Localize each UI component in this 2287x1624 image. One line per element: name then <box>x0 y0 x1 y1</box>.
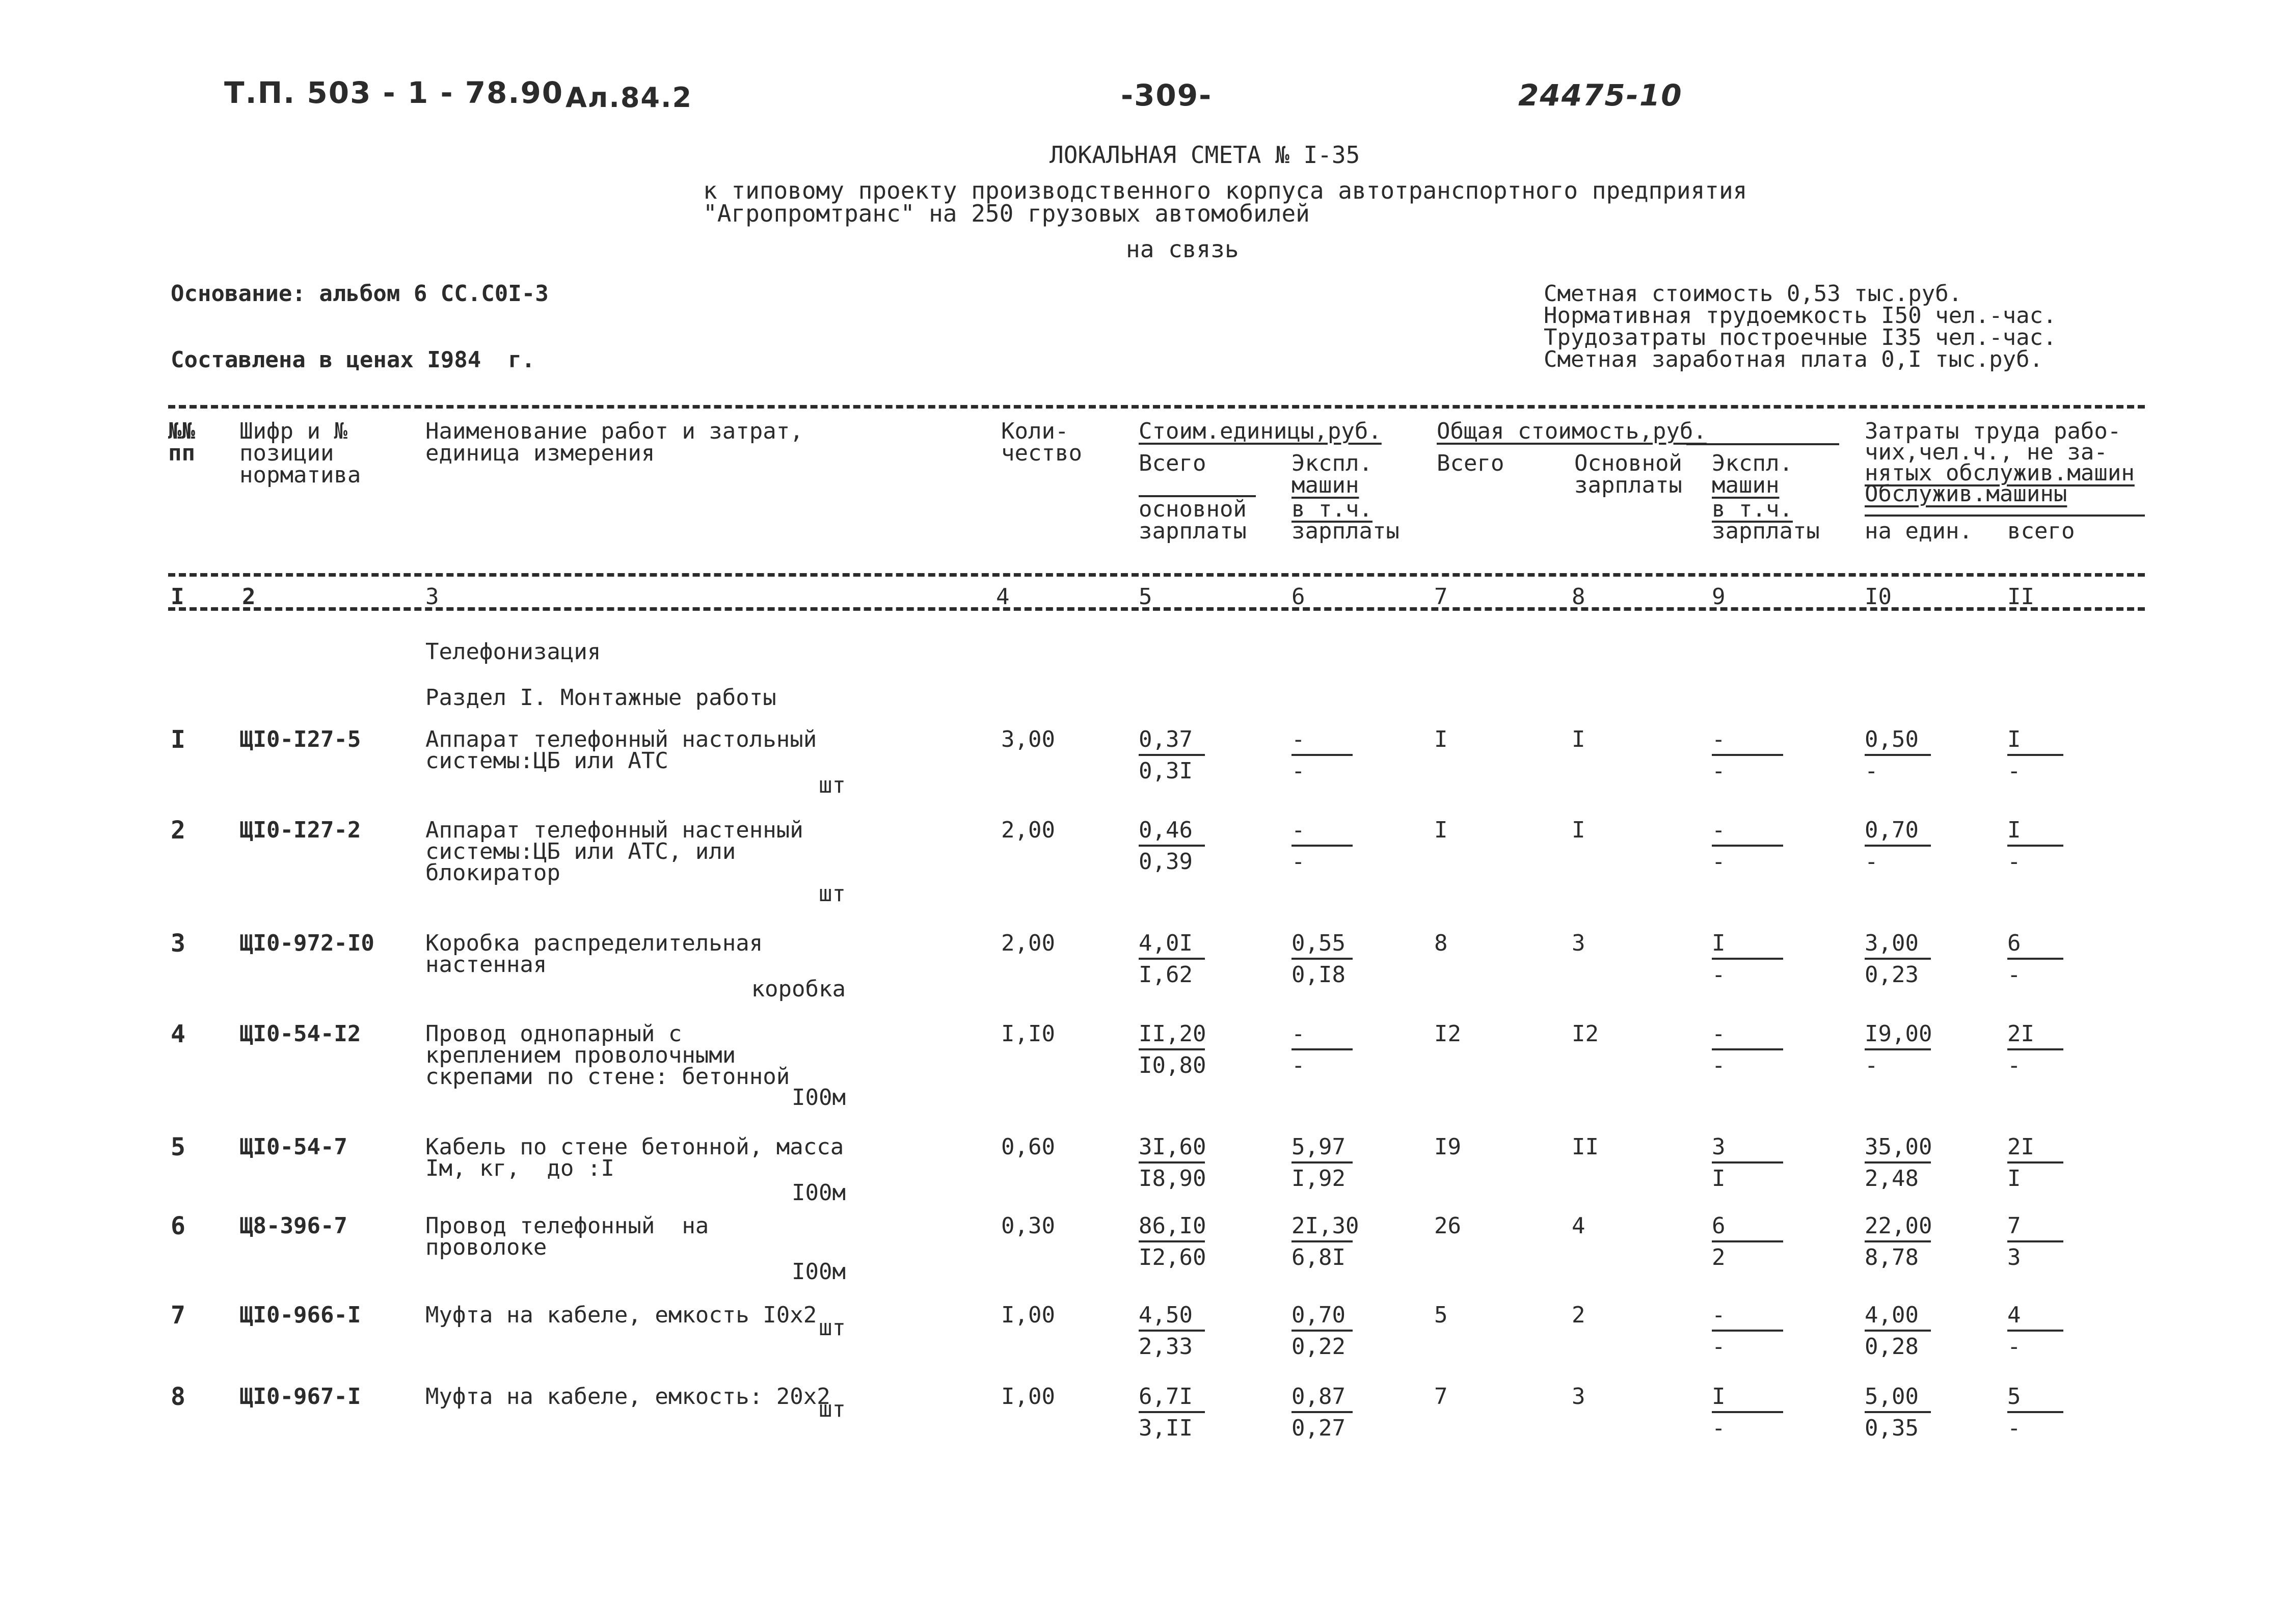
fraction-line <box>1139 1048 1205 1050</box>
row-number: 7 <box>171 1301 185 1330</box>
row-code: ЩI0-967-I <box>239 1384 361 1410</box>
row-c6-bottom: 0,22 <box>1292 1334 1346 1360</box>
fraction-line <box>1865 845 1931 847</box>
col-number: 5 <box>1139 584 1152 610</box>
fraction-line <box>2007 1240 2063 1242</box>
fraction-line <box>1712 1161 1783 1163</box>
fraction-line <box>1865 1048 1931 1050</box>
fraction-line <box>1712 1411 1783 1413</box>
row-c5-bottom: 0,39 <box>1139 849 1193 875</box>
row-total: I <box>1434 726 1448 752</box>
fraction-line <box>1139 958 1205 960</box>
row-number: 6 <box>171 1212 185 1240</box>
row-quantity: 0,30 <box>1001 1213 1055 1239</box>
subsection-title: Раздел I. Монтажные работы <box>425 685 776 711</box>
fraction-line <box>1139 1330 1205 1332</box>
fraction-line <box>1865 1240 1931 1242</box>
labor-head: чих,чел.ч., не за- <box>1865 439 2108 465</box>
row-name: проволоке <box>425 1234 547 1260</box>
row-c5-bottom: 0,3I <box>1139 758 1193 784</box>
row-c9-top: - <box>1712 817 1726 843</box>
row-number: 4 <box>171 1020 185 1048</box>
row-c11-bottom: - <box>2007 758 2021 784</box>
summary-line: Сметная заработная плата 0,I тыс.руб. <box>1544 346 2043 372</box>
section-title: Телефонизация <box>425 639 601 665</box>
row-code: ЩI0-54-7 <box>239 1134 347 1160</box>
title-line-4: на связь <box>1126 235 1239 263</box>
fraction-line <box>1292 754 1353 756</box>
row-number: 3 <box>171 929 185 958</box>
row-c10-bottom: 0,23 <box>1865 962 1919 988</box>
row-c10-bottom: 0,28 <box>1865 1334 1919 1360</box>
row-wages-total: I2 <box>1572 1021 1599 1047</box>
col-number: I0 <box>1865 584 1892 610</box>
row-c6-bottom: - <box>1292 1052 1305 1078</box>
row-wages-total: 3 <box>1572 930 1585 956</box>
row-name: Iм, кг, до :I <box>425 1155 614 1181</box>
row-wages-total: II <box>1572 1134 1599 1160</box>
col5-head-bottom: основной <box>1139 496 1247 522</box>
row-c9-bottom: - <box>1712 1415 1726 1441</box>
col-number: 2 <box>242 584 256 610</box>
estimate-title: ЛОКАЛЬНАЯ СМЕТА № I-35 <box>1050 141 1360 169</box>
row-c9-top: I <box>1712 930 1726 956</box>
fraction-line <box>1139 1161 1205 1163</box>
row-c11-bottom: 3 <box>2007 1244 2021 1270</box>
row-c5-bottom: I,62 <box>1139 962 1193 988</box>
fraction-line <box>1292 1240 1353 1242</box>
col-number: 7 <box>1434 584 1448 610</box>
col6-head-top: машин <box>1292 472 1359 498</box>
fraction-line <box>2007 1048 2063 1050</box>
row-code: ЩI0-966-I <box>239 1302 361 1328</box>
fraction-line <box>1865 958 1931 960</box>
row-c6-top: - <box>1292 817 1305 843</box>
row-c9-top: I <box>1712 1384 1726 1410</box>
row-c11-top: 4 <box>2007 1302 2021 1328</box>
row-c11-top: 6 <box>2007 930 2021 956</box>
row-total: I2 <box>1434 1021 1461 1047</box>
summary-line: Трудозатраты построечные I35 чел.-час. <box>1544 324 2057 350</box>
row-c5-top: 86,I0 <box>1139 1213 1206 1239</box>
row-c11-top: 5 <box>2007 1384 2021 1410</box>
row-c5-bottom: 2,33 <box>1139 1334 1193 1360</box>
row-c9-top: - <box>1712 1302 1726 1328</box>
fraction-line <box>2007 1161 2063 1163</box>
row-c10-bottom: - <box>1865 1052 1878 1078</box>
col-number: I <box>171 584 184 610</box>
summary-line: Сметная стоимость 0,53 тыс.руб. <box>1544 281 1962 307</box>
row-c11-top: I <box>2007 817 2021 843</box>
row-name: Кабель по стене бетонной, масса <box>425 1134 844 1160</box>
col-number: 9 <box>1712 584 1726 610</box>
col2-head: норматива <box>239 462 361 488</box>
fraction-line <box>1292 845 1353 847</box>
row-unit: шт <box>819 1315 846 1341</box>
row-c6-top: - <box>1292 726 1305 752</box>
fraction-line <box>1139 1240 1205 1242</box>
row-c9-bottom: - <box>1712 758 1726 784</box>
row-quantity: 2,00 <box>1001 817 1055 843</box>
row-c11-top: 2I <box>2007 1021 2034 1047</box>
row-c10-top: 4,00 <box>1865 1302 1919 1328</box>
row-c6-bottom: - <box>1292 849 1305 875</box>
col11-head: всего <box>2007 518 2075 544</box>
row-total: I9 <box>1434 1134 1461 1160</box>
row-total: 5 <box>1434 1302 1448 1328</box>
row-c5-top: 6,7I <box>1139 1384 1193 1410</box>
row-c10-top: 5,00 <box>1865 1384 1919 1410</box>
row-name: скрепами по стене: бетонной <box>425 1064 790 1090</box>
row-c11-top: I <box>2007 726 2021 752</box>
row-total: 7 <box>1434 1384 1448 1410</box>
fraction-line <box>1139 845 1205 847</box>
fraction-line <box>1292 958 1353 960</box>
row-unit: I00м <box>792 1085 846 1111</box>
header-bottom-rule <box>168 573 2145 577</box>
unit-cost-group-head: Стоим.единицы,руб. <box>1139 418 1382 444</box>
fraction-line <box>1712 1048 1783 1050</box>
row-name: Провод однопарный с <box>425 1021 682 1047</box>
album-ref: Ал.84.2 <box>566 82 693 114</box>
row-total: I <box>1434 817 1448 843</box>
doc-number: 24475-10 <box>1518 78 1683 113</box>
col9-head-top: Экспл. <box>1712 450 1793 476</box>
row-c5-bottom: I2,60 <box>1139 1244 1206 1270</box>
col9-head-top: машин <box>1712 472 1780 498</box>
row-unit: шт <box>819 881 846 907</box>
prices-text: Составлена в ценах I984 г. <box>171 347 535 373</box>
col1-head: пп <box>168 440 195 466</box>
fraction-line <box>1292 1161 1353 1163</box>
row-c6-top: 0,87 <box>1292 1384 1346 1410</box>
row-c6-top: 0,55 <box>1292 930 1346 956</box>
row-total: 8 <box>1434 930 1448 956</box>
labor-head: Обслужив.машины <box>1865 481 2067 507</box>
row-c10-top: 0,70 <box>1865 817 1919 843</box>
row-wages-total: 3 <box>1572 1384 1585 1410</box>
labor-divider <box>1865 515 2145 517</box>
row-unit: шт <box>819 1396 846 1422</box>
row-name: системы:ЦБ или АТС, или <box>425 838 736 864</box>
project-code: Т.П. 503 - 1 - 78.90 <box>224 75 564 110</box>
row-c9-top: - <box>1712 1021 1726 1047</box>
row-c6-top: 5,97 <box>1292 1134 1346 1160</box>
row-name: Аппарат телефонный настольный <box>425 726 817 752</box>
row-c6-bottom: I,92 <box>1292 1166 1346 1192</box>
col5-head-top: Всего <box>1139 450 1206 476</box>
row-number: 8 <box>171 1383 185 1411</box>
fraction-line <box>1139 754 1205 756</box>
row-c9-bottom: 2 <box>1712 1244 1726 1270</box>
fraction-line <box>2007 1330 2063 1332</box>
col2-head: позиции <box>239 440 334 466</box>
row-name: Муфта на кабеле, емкость: 20х2 <box>425 1384 830 1410</box>
col-number: II <box>2007 584 2034 610</box>
col6-head-bottom: зарплаты <box>1292 518 1400 544</box>
row-code: ЩI0-54-I2 <box>239 1021 361 1047</box>
row-c10-top: 22,00 <box>1865 1213 1932 1239</box>
col3-head: Наименование работ и затрат, <box>425 418 803 444</box>
row-name: Аппарат телефонный настенный <box>425 817 803 843</box>
fraction-line <box>1865 754 1931 756</box>
row-c11-bottom: I <box>2007 1166 2021 1192</box>
row-c5-bottom: I0,80 <box>1139 1052 1206 1078</box>
col6-head-top: Экспл. <box>1292 450 1373 476</box>
row-c10-bottom: - <box>1865 758 1878 784</box>
row-c10-top: 0,50 <box>1865 726 1919 752</box>
row-number: I <box>171 725 185 754</box>
row-c5-bottom: 3,II <box>1139 1415 1193 1441</box>
summary-line: Нормативная трудоемкость I50 чел.-час. <box>1544 303 2057 329</box>
row-number: 2 <box>171 816 185 845</box>
title-line-3: "Агропромтранс" на 250 грузовых автомобилей <box>703 200 1310 227</box>
row-c10-top: 3,00 <box>1865 930 1919 956</box>
row-c11-bottom: - <box>2007 962 2021 988</box>
fraction-line <box>1865 1161 1931 1163</box>
fraction-line <box>1865 1411 1931 1413</box>
row-quantity: 0,60 <box>1001 1134 1055 1160</box>
col5-head-bottom: зарплаты <box>1139 518 1247 544</box>
row-name: креплением проволочными <box>425 1042 736 1068</box>
row-c6-top: 2I,30 <box>1292 1213 1359 1239</box>
row-c6-bottom: 6,8I <box>1292 1244 1346 1270</box>
row-unit: шт <box>819 772 846 798</box>
col-numbers-rule <box>168 607 2145 611</box>
row-quantity: I,I0 <box>1001 1021 1055 1047</box>
col4-head: чество <box>1001 440 1082 466</box>
page-number: -309- <box>1121 78 1213 113</box>
fraction-line <box>1712 1330 1783 1332</box>
table-top-rule <box>168 405 2145 409</box>
row-c6-top: - <box>1292 1021 1305 1047</box>
row-c11-top: 2I <box>2007 1134 2034 1160</box>
col10-head: на един. <box>1865 518 1973 544</box>
fraction-line <box>2007 754 2063 756</box>
fraction-line <box>2007 958 2063 960</box>
row-name: блокиратор <box>425 860 560 886</box>
row-c10-bottom: 8,78 <box>1865 1244 1919 1270</box>
fraction-line <box>2007 1411 2063 1413</box>
fraction-line <box>1712 958 1783 960</box>
col-number: 3 <box>425 584 439 610</box>
col-number: 6 <box>1292 584 1305 610</box>
row-c9-top: 6 <box>1712 1213 1726 1239</box>
row-c9-bottom: - <box>1712 1334 1726 1360</box>
row-c11-bottom: - <box>2007 1415 2021 1441</box>
row-c11-bottom: - <box>2007 1334 2021 1360</box>
row-quantity: I,00 <box>1001 1302 1055 1328</box>
row-unit: коробка <box>751 976 846 1002</box>
title-line-2: к типовому проекту производственного корпуса автотранспортного предприятия <box>703 177 1747 204</box>
row-name: настенная <box>425 952 547 978</box>
fraction-line <box>1712 1240 1783 1242</box>
fraction-line <box>1865 1330 1931 1332</box>
row-c9-top: 3 <box>1712 1134 1726 1160</box>
labor-head: Затраты труда рабо- <box>1865 418 2121 444</box>
row-c10-bottom: - <box>1865 849 1878 875</box>
basis-text: Основание: альбом 6 СС.С0I-3 <box>171 281 549 307</box>
row-name: Провод телефонный на <box>425 1213 709 1239</box>
row-c6-bottom: 0,27 <box>1292 1415 1346 1441</box>
total-cost-group-rule <box>1686 443 1839 445</box>
row-c5-top: 0,37 <box>1139 726 1193 752</box>
row-c5-top: II,20 <box>1139 1021 1206 1047</box>
row-quantity: 2,00 <box>1001 930 1055 956</box>
row-total: 26 <box>1434 1213 1461 1239</box>
row-wages-total: I <box>1572 726 1585 752</box>
col3-head: единица измерения <box>425 440 655 466</box>
row-c5-top: 0,46 <box>1139 817 1193 843</box>
fraction-line <box>1292 1411 1353 1413</box>
row-c9-bottom: - <box>1712 962 1726 988</box>
row-c5-top: 3I,60 <box>1139 1134 1206 1160</box>
total-cost-group-head: Общая стоимость,руб. <box>1437 418 1707 444</box>
fraction-line <box>1712 754 1783 756</box>
col9-head-bottom: в т.ч. <box>1712 496 1793 522</box>
row-wages-total: I <box>1572 817 1585 843</box>
col6-head-bottom: в т.ч. <box>1292 496 1373 522</box>
row-code: ЩI0-972-I0 <box>239 930 374 956</box>
col7-head: Всего <box>1437 450 1504 476</box>
row-c9-bottom: - <box>1712 849 1726 875</box>
row-code: Щ8-396-7 <box>239 1213 347 1239</box>
row-quantity: 3,00 <box>1001 726 1055 752</box>
row-number: 5 <box>171 1133 185 1161</box>
labor-head: нятых обслужив.машин <box>1865 460 2135 486</box>
row-unit: I00м <box>792 1180 846 1206</box>
col8-head: зарплаты <box>1574 472 1682 498</box>
fraction-line <box>1712 845 1783 847</box>
row-quantity: I,00 <box>1001 1384 1055 1410</box>
col2-head: Шифр и № <box>239 418 347 444</box>
row-name: Коробка распределительная <box>425 930 763 956</box>
row-c5-bottom: I8,90 <box>1139 1166 1206 1192</box>
row-c5-top: 4,50 <box>1139 1302 1193 1328</box>
row-name: Муфта на кабеле, емкость I0х2 <box>425 1302 817 1328</box>
row-c11-bottom: - <box>2007 1052 2021 1078</box>
row-unit: I00м <box>792 1259 846 1285</box>
row-c9-top: - <box>1712 726 1726 752</box>
row-c11-top: 7 <box>2007 1213 2021 1239</box>
row-c6-bottom: - <box>1292 758 1305 784</box>
row-wages-total: 2 <box>1572 1302 1585 1328</box>
fraction-line <box>1139 1411 1205 1413</box>
row-c10-bottom: 0,35 <box>1865 1415 1919 1441</box>
row-c9-bottom: I <box>1712 1166 1726 1192</box>
row-c10-top: 35,00 <box>1865 1134 1932 1160</box>
row-code: ЩI0-I27-5 <box>239 726 361 752</box>
col4-head: Коли- <box>1001 418 1069 444</box>
fraction-line <box>1292 1330 1353 1332</box>
row-c5-top: 4,0I <box>1139 930 1193 956</box>
row-c10-bottom: 2,48 <box>1865 1166 1919 1192</box>
col1-head: №№ <box>168 418 195 444</box>
row-code: ЩI0-I27-2 <box>239 817 361 843</box>
row-name: системы:ЦБ или АТС <box>425 748 668 774</box>
fraction-line <box>2007 845 2063 847</box>
col8-head: Основной <box>1574 450 1682 476</box>
col-number: 4 <box>996 584 1010 610</box>
fraction-line <box>1292 1048 1353 1050</box>
row-c6-top: 0,70 <box>1292 1302 1346 1328</box>
col9-head-bottom: зарплаты <box>1712 518 1820 544</box>
row-c11-bottom: - <box>2007 849 2021 875</box>
row-c10-top: I9,00 <box>1865 1021 1932 1047</box>
row-wages-total: 4 <box>1572 1213 1585 1239</box>
col-number: 8 <box>1572 584 1585 610</box>
row-c9-bottom: - <box>1712 1052 1726 1078</box>
row-c6-bottom: 0,I8 <box>1292 962 1346 988</box>
